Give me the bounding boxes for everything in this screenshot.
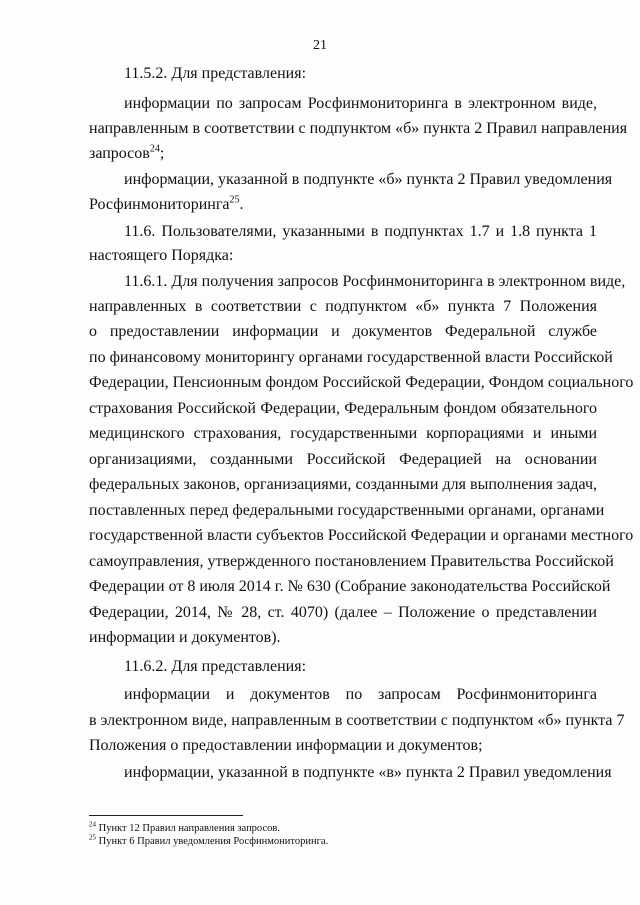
paragraph-line: Федерации от 8 июля 2014 г. № 630 (Собрание законодательства Российской xyxy=(89,578,611,595)
line-punct: ; xyxy=(159,145,165,162)
paragraph-line: о предоставлении информации и документов Федеральной службе xyxy=(89,323,597,340)
footnote-separator xyxy=(89,815,243,816)
paragraph-line: настоящего Порядка: xyxy=(89,247,234,264)
page-number: 21 xyxy=(313,38,327,53)
paragraph-line: самоуправления, утвержденного постановлением Правительства Российской xyxy=(89,553,614,570)
paragraph-line: в электронном виде, направленным в соответствии с подпунктом «б» пункта 7 xyxy=(89,712,625,729)
paragraph-line xyxy=(89,195,597,215)
footnote-text: Пункт 12 Правил направления запросов. xyxy=(96,823,280,834)
line-text: запросов xyxy=(89,145,150,162)
paragraph-line: информации, указанной в подпункте «в» пункта 2 Правил уведомления xyxy=(124,764,612,781)
paragraph-line: Федерации, Пенсионным фондом Российской Федерации, Фондом социального xyxy=(89,374,634,391)
paragraph-line: 11.5.2. Для представления: xyxy=(124,65,307,82)
paragraph-line: информации и документов). xyxy=(89,629,281,646)
paragraph-line: страхования Российской Федерации, Федеральным фондом обязательного xyxy=(89,400,597,417)
footnote-mark: 25 xyxy=(89,833,96,842)
footnote-ref-24: 24 xyxy=(149,143,160,155)
paragraph-line: направленных в соответствии с подпунктом «б» пункта 7 Положения xyxy=(89,298,597,315)
footnote-25 xyxy=(89,835,328,848)
footnote-ref-25: 25 xyxy=(229,194,240,206)
line-text: Росфинмониторинга xyxy=(89,196,230,213)
paragraph-line: организациями, созданными Российской Федерацией на основании xyxy=(89,451,597,468)
paragraph-line: 11.6.2. Для представления: xyxy=(124,658,307,675)
paragraph-line: 11.6. Пользователями, указанными в подпунктах 1.7 и 1.8 пункта 1 xyxy=(124,223,597,240)
paragraph-line: государственной власти субъектов Российской Федерации и органами местного xyxy=(89,527,634,544)
line-punct: . xyxy=(239,196,244,213)
paragraph-line: поставленных перед федеральными государственными органами, органами xyxy=(89,502,605,519)
paragraph-line: по финансовому мониторингу органами государственной власти Российской xyxy=(89,349,613,366)
paragraph-line: информации по запросам Росфинмониторинга в электронном виде, xyxy=(124,95,597,112)
footnote-24 xyxy=(89,822,280,835)
paragraph-line: информации и документов по запросам Росфинмониторинга xyxy=(124,686,597,703)
paragraph-line: медицинского страхования, государственными корпорациями и иными xyxy=(89,425,597,442)
paragraph-line: направленным в соответствии с подпунктом «б» пункта 2 Правил направления xyxy=(89,120,628,137)
paragraph-line: Положения о предоставлении информации и документов; xyxy=(89,737,483,754)
paragraph-line: Федерации, 2014, № 28, ст. 4070) (далее – Положение о представлении xyxy=(89,604,597,621)
footnote-mark: 24 xyxy=(89,820,96,829)
paragraph-line: федеральных законов, организациями, созданными для выполнения задач, xyxy=(89,476,597,493)
footnote-text: Пункт 6 Правил уведомления Росфинмониторинга. xyxy=(96,836,329,847)
paragraph-line: 11.6.1. Для получения запросов Росфинмониторинга в электронном виде, xyxy=(124,273,626,290)
paragraph-line: информации, указанной в подпункте «б» пункта 2 Правил уведомления xyxy=(124,171,613,188)
paragraph-line xyxy=(89,144,597,164)
